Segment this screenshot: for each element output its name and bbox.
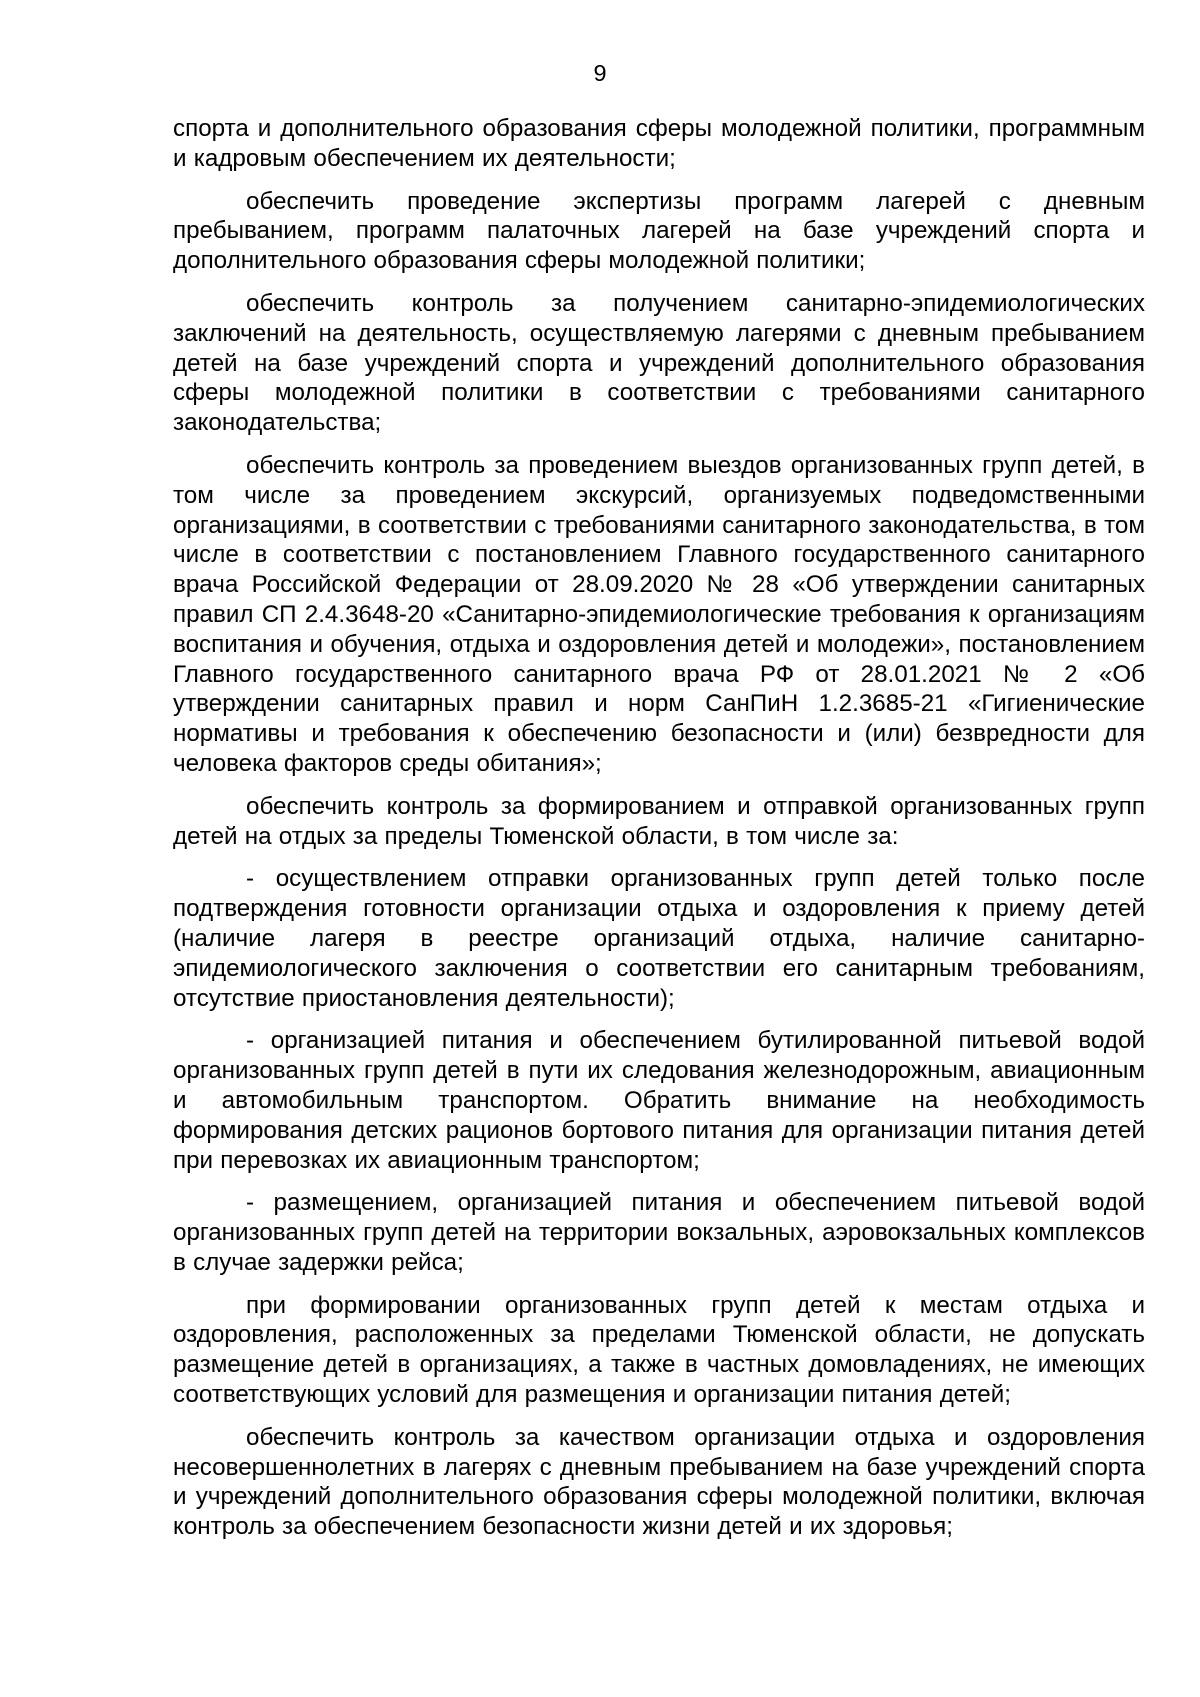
paragraph: обеспечить контроль за формированием и отправкой организованных групп детей на отдых за пределы Тюменской области, в том числе за: [173,792,1145,850]
list-item-paragraph: - организацией питания и обеспечением бутилированной питьевой водой организованных групп детей в пути их следования железнодорожным, авиационным и автомобильным транспортом. Обратить внимание на необходимость формирования детских рационов бортового питания для организации питания детей при перевозках их авиационным транспортом; [173,1027,1145,1174]
paragraph: при формировании организованных групп детей к местам отдыха и оздоровления, расположенных за пределами Тюменской области, не допускать размещение детей в организациях, а также в частных домовладениях, не имеющих соответствующих условий для размещения и организации питания детей; [173,1291,1145,1409]
document-body [173,114,1145,1555]
paragraph-continuation: спорта и дополнительного образования сферы молодежной политики, программным и кадровым обеспечением их деятельности; [173,115,1145,172]
paragraph: обеспечить контроль за получением санитарно-эпидемиологических заключений на деятельность, осуществляемую лагерями с дневным пребыванием детей на базе учреждений спорта и учреждений дополнительного образования сферы молодежной политики в соответствии с требованиями санитарного законодательства; [173,289,1145,437]
paragraph: обеспечить проведение экспертизы программ лагерей с дневным пребыванием, программ палаточных лагерей на базе учреждений спорта и дополнительного образования сферы молодежной политики; [173,187,1145,275]
paragraph: обеспечить контроль за качеством организации отдыха и оздоровления несовершеннолетних в лагерях с дневным пребыванием на базе учреждений спорта и учреждений дополнительного образования сферы молодежной политики, включая контроль за обеспечением безопасности жизни детей и их здоровья; [173,1423,1145,1541]
list-item-paragraph: - размещением, организацией питания и обеспечением питьевой водой организованных групп детей на территории вокзальных, аэровокзальных комплексов в случае задержки рейса; [173,1189,1145,1276]
paragraph: обеспечить контроль за проведением выездов организованных групп детей, в том числе за проведением экскурсий, организуемых подведомственными организациями, в соответствии с требованиями санитарного законодательства, в том числе в соответствии с постановлением Главного государственного санитарного врача Российской Федерации от 28.09.2020 № 28 «Об утверждении санитарных правил СП 2.4.3648-20 «Санитарно-эпидемиологические требования к организациям воспитания и обучения, отдыха и оздоровления детей и молодежи», постановлением Главного государственного санитарного врача РФ от 28.01.2021 № 2 «Об утверждении санитарных правил и норм СанПиН 1.2.3685-21 «Гигиенические нормативы и требования к обеспечению безопасности и (или) безвредности для человека факторов среды обитания»; [173,451,1145,777]
list-item-paragraph: - осуществлением отправки организованных групп детей только после подтверждения готовности организации отдыха и оздоровления к приему детей (наличие лагеря в реестре организаций отдыха, наличие санитарно-эпидемиологического заключения о соответствии его санитарным требованиям, отсутствие приостановления деятельности); [173,865,1145,1012]
page-number: 9 [593,60,607,86]
